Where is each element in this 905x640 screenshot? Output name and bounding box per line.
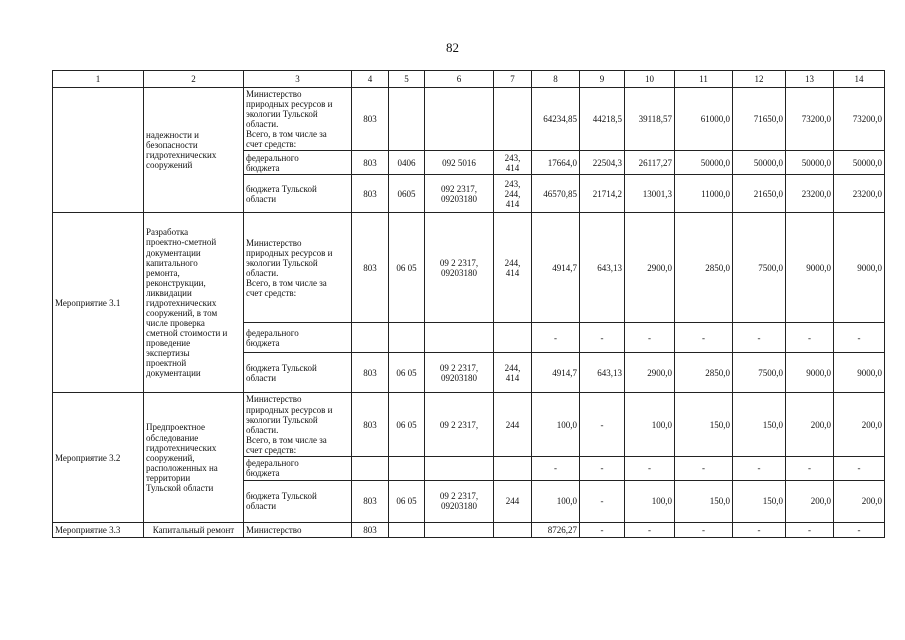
amount-8-cell: 46570,85 (532, 175, 580, 213)
funding-source-cell-line: Министерство (246, 237, 302, 248)
column-header-4: 4 (352, 71, 389, 88)
amount-13-cell: 9000,0 (786, 353, 834, 393)
amount-13-cell: 73200,0 (786, 88, 834, 151)
amount-8-cell: 17664,0 (532, 151, 580, 175)
col-7-cell-line: 414 (505, 162, 520, 173)
funding-source-cell-line: области. (246, 424, 279, 435)
amount-10-cell: 26117,27 (625, 151, 675, 175)
event-description-line: документации (146, 247, 201, 258)
amount-10-cell: - (625, 456, 675, 480)
funding-source-cell (244, 213, 352, 323)
funding-source-cell (244, 456, 352, 480)
amount-14-cell: - (834, 522, 885, 537)
col-7-cell-line: 244, (504, 362, 521, 373)
event-description-line: сооружений, (146, 452, 195, 463)
amount-9-cell: 22504,3 (580, 151, 625, 175)
event-description-line: капитального (146, 257, 198, 268)
event-cell: Мероприятие 3.1 (53, 213, 144, 393)
event-description (144, 522, 244, 537)
column-header-2: 2 (144, 71, 244, 88)
table-row (53, 213, 885, 323)
funding-source-cell (244, 522, 352, 537)
funding-source-cell-line: бюджета Тульской (246, 491, 317, 502)
amount-14-cell: 23200,0 (834, 175, 885, 213)
event-description-line: территории (146, 472, 191, 483)
funding-source-cell-line: области (246, 501, 277, 512)
amount-10-cell: 39118,57 (625, 88, 675, 151)
amount-9-cell: - (580, 522, 625, 537)
funding-source-cell-line: природных ресурсов и (246, 99, 333, 110)
col-6-cell (425, 480, 494, 522)
amount-8-cell: 100,0 (532, 480, 580, 522)
col-7-cell-line: 243, (504, 152, 521, 163)
funding-source-cell-line: области (246, 193, 277, 204)
amount-13-cell: - (786, 522, 834, 537)
amount-9-cell: 643,13 (580, 353, 625, 393)
funding-source-cell-line: природных ресурсов и (246, 404, 333, 415)
col-6-cell (425, 151, 494, 175)
event-description-line: сметной стоимости и (146, 328, 228, 339)
amount-12-cell: 150,0 (733, 480, 786, 522)
col-5-cell: 0605 (389, 175, 425, 213)
event-description-line: Предпроектное (146, 422, 205, 433)
funding-source-cell-line: Министерство (246, 524, 302, 535)
table-row (53, 522, 885, 537)
funding-source-cell (244, 353, 352, 393)
col-6-cell (425, 456, 494, 480)
col-7-cell (494, 323, 532, 353)
col-4-cell: 803 (352, 522, 389, 537)
funding-source-cell-line: области. (246, 267, 279, 278)
col-7-cell-line: 244 (505, 496, 520, 507)
amount-8-cell: 4914,7 (532, 353, 580, 393)
col-7-cell-line: 244, (504, 188, 521, 199)
amount-10-cell: - (625, 522, 675, 537)
event-description (144, 213, 244, 393)
column-header-8: 8 (532, 71, 580, 88)
amount-10-cell: 100,0 (625, 480, 675, 522)
col-5-cell (389, 456, 425, 480)
funding-source-cell-line: бюджета Тульской (246, 362, 317, 373)
col-6-cell-line: 09203180 (441, 267, 477, 278)
funding-source-cell-line: федерального (246, 458, 299, 469)
col-6-cell-line: 09 2 2317, (439, 362, 479, 373)
amount-8-cell: - (532, 323, 580, 353)
col-4-cell: 803 (352, 88, 389, 151)
event-description-line: числе проверка (146, 318, 205, 329)
amount-8-cell: 8726,27 (532, 522, 580, 537)
column-header-11: 11 (675, 71, 733, 88)
event-description-line: экспертизы (146, 348, 190, 359)
event-description-line: надежности и (146, 130, 199, 141)
event-description-line: безопасности (146, 140, 198, 151)
amount-12-cell: 21650,0 (733, 175, 786, 213)
col-4-cell: 803 (352, 480, 389, 522)
amount-8-cell: - (532, 456, 580, 480)
column-header-10: 10 (625, 71, 675, 88)
col-6-cell-line: 09203180 (441, 501, 477, 512)
col-4-cell: 803 (352, 393, 389, 456)
event-description-line: сооружений (146, 160, 193, 171)
page-number: 82 (446, 40, 459, 55)
amount-8-cell: 4914,7 (532, 213, 580, 323)
funding-source-cell-line: Всего, в том числе за (246, 129, 327, 140)
col-6-cell-line: 092 2317, (441, 183, 477, 194)
event-description-line: гидротехнических (146, 150, 217, 161)
amount-13-cell: - (786, 456, 834, 480)
col-7-cell (494, 175, 532, 213)
funding-source-cell-line: счет средств: (246, 444, 297, 455)
event-description-line: документации (146, 368, 201, 379)
col-7-cell-line: 414 (505, 267, 520, 278)
col-6-cell-line: 092 5016 (442, 157, 476, 168)
col-5-cell: 06 05 (389, 353, 425, 393)
funding-source-cell-line: бюджета (246, 162, 280, 173)
col-6-cell-line: 09 2 2317, (439, 491, 479, 502)
amount-14-cell: 50000,0 (834, 151, 885, 175)
col-5-cell: 06 05 (389, 480, 425, 522)
col-5-cell (389, 522, 425, 537)
amount-11-cell: - (675, 522, 733, 537)
event-description (144, 88, 244, 213)
amount-11-cell: - (675, 456, 733, 480)
event-cell: Мероприятие 3.3 (53, 522, 144, 537)
amount-14-cell: 200,0 (834, 393, 885, 456)
col-6-cell (425, 88, 494, 151)
col-6-cell-line: 09203180 (441, 372, 477, 383)
col-7-cell (494, 213, 532, 323)
event-description-line: ликвидации (146, 287, 192, 298)
table-row (53, 393, 885, 456)
event-description-line: сооружений, в том (146, 308, 218, 318)
amount-9-cell: - (580, 456, 625, 480)
col-4-cell (352, 456, 389, 480)
amount-9-cell: 44218,5 (580, 88, 625, 151)
col-5-cell: 06 05 (389, 213, 425, 323)
funding-source-cell-line: бюджета (246, 468, 280, 479)
col-6-cell (425, 323, 494, 353)
amount-14-cell: - (834, 323, 885, 353)
col-6-cell (425, 175, 494, 213)
amount-11-cell: 150,0 (675, 393, 733, 456)
amount-14-cell: 200,0 (834, 480, 885, 522)
header-row (53, 71, 885, 88)
event-description-line: проектно-сметной (146, 237, 217, 248)
col-6-cell-line: 09203180 (441, 193, 477, 204)
amount-14-cell: 9000,0 (834, 353, 885, 393)
col-6-cell (425, 393, 494, 456)
funding-source-cell-line: Министерство (246, 394, 302, 405)
amount-13-cell: 200,0 (786, 393, 834, 456)
amount-13-cell: 200,0 (786, 480, 834, 522)
amount-10-cell: 13001,3 (625, 175, 675, 213)
amount-13-cell: 50000,0 (786, 151, 834, 175)
col-7-cell-line: 414 (505, 199, 520, 209)
col-7-cell (494, 151, 532, 175)
funding-source-cell-line: Всего, в том числе за (246, 278, 327, 289)
amount-11-cell: 2850,0 (675, 353, 733, 393)
amount-12-cell: - (733, 522, 786, 537)
event-description-line: обследование (146, 432, 199, 443)
amount-12-cell: 50000,0 (733, 151, 786, 175)
funding-source-cell (244, 175, 352, 213)
funding-source-cell-line: бюджета Тульской (246, 183, 317, 194)
table-row (53, 88, 885, 151)
col-6-cell (425, 353, 494, 393)
funding-source-cell-line: экологии Тульской (246, 109, 318, 120)
amount-14-cell: 9000,0 (834, 213, 885, 323)
funding-source-cell (244, 151, 352, 175)
col-5-cell (389, 88, 425, 151)
funding-source-cell-line: Всего, в том числе за (246, 434, 327, 445)
event-cell (53, 88, 144, 213)
event-description-line: реконструкции, (146, 277, 206, 288)
funding-source-cell-line: природных ресурсов и (246, 247, 333, 258)
amount-9-cell: 21714,2 (580, 175, 625, 213)
col-7-cell (494, 480, 532, 522)
col-7-cell (494, 456, 532, 480)
col-6-cell (425, 522, 494, 537)
amount-10-cell: 100,0 (625, 393, 675, 456)
column-header-14: 14 (834, 71, 885, 88)
funding-source-cell (244, 480, 352, 522)
funding-source-cell-line: Министерство (246, 89, 302, 99)
column-header-12: 12 (733, 71, 786, 88)
funding-source-cell-line: бюджета (246, 337, 280, 348)
col-6-cell-line: 09 2 2317, (439, 257, 479, 268)
amount-8-cell: 100,0 (532, 393, 580, 456)
col-7-cell (494, 393, 532, 456)
col-4-cell (352, 323, 389, 353)
amount-9-cell: - (580, 480, 625, 522)
budget-table (52, 70, 885, 538)
col-5-cell: 0406 (389, 151, 425, 175)
funding-source-cell (244, 393, 352, 456)
event-description (144, 393, 244, 522)
event-description-line: проектной (146, 358, 187, 369)
amount-13-cell: 23200,0 (786, 175, 834, 213)
funding-source-cell-line: области. (246, 119, 279, 130)
funding-source-cell-line: экологии Тульской (246, 414, 318, 425)
amount-10-cell: - (625, 323, 675, 353)
col-7-cell-line: 244, (504, 257, 521, 268)
event-description-line: расположенных на (146, 462, 218, 473)
funding-source-cell-line: экологии Тульской (246, 257, 318, 268)
funding-source-cell-line: федерального (246, 152, 299, 163)
col-6-cell (425, 213, 494, 323)
col-4-cell: 803 (352, 175, 389, 213)
amount-9-cell: - (580, 323, 625, 353)
amount-14-cell: - (834, 456, 885, 480)
amount-13-cell: - (786, 323, 834, 353)
event-description-line: Разработка (146, 227, 189, 238)
col-7-cell-line: 244 (505, 419, 520, 430)
col-7-cell (494, 522, 532, 537)
amount-12-cell: 7500,0 (733, 353, 786, 393)
amount-11-cell: 50000,0 (675, 151, 733, 175)
amount-13-cell: 9000,0 (786, 213, 834, 323)
column-header-5: 5 (389, 71, 425, 88)
event-description-line: Тульской области (146, 482, 214, 493)
amount-12-cell: - (733, 456, 786, 480)
event-description-line: ремонта, (146, 267, 180, 278)
event-description-line: гидротехнических (146, 442, 217, 453)
col-4-cell: 803 (352, 213, 389, 323)
amount-14-cell: 73200,0 (834, 88, 885, 151)
event-description-line: Капитальный ремонт (152, 524, 235, 535)
amount-12-cell: - (733, 323, 786, 353)
col-7-cell (494, 353, 532, 393)
amount-11-cell: - (675, 323, 733, 353)
col-4-cell: 803 (352, 353, 389, 393)
amount-9-cell: - (580, 393, 625, 456)
amount-12-cell: 150,0 (733, 393, 786, 456)
column-header-6: 6 (425, 71, 494, 88)
column-header-3: 3 (244, 71, 352, 88)
col-5-cell (389, 323, 425, 353)
column-header-1: 1 (53, 71, 144, 88)
funding-source-cell-line: области (246, 372, 277, 383)
funding-source-cell-line: счет средств: (246, 139, 297, 150)
event-description-line: проведение (146, 338, 191, 349)
funding-source-cell (244, 88, 352, 151)
col-7-cell-line: 243, (504, 178, 521, 189)
amount-10-cell: 2900,0 (625, 213, 675, 323)
amount-11-cell: 61000,0 (675, 88, 733, 151)
amount-11-cell: 2850,0 (675, 213, 733, 323)
col-4-cell: 803 (352, 151, 389, 175)
event-description-line: гидротехнических (146, 297, 217, 308)
amount-8-cell: 64234,85 (532, 88, 580, 151)
column-header-9: 9 (580, 71, 625, 88)
column-header-13: 13 (786, 71, 834, 88)
amount-9-cell: 643,13 (580, 213, 625, 323)
amount-12-cell: 7500,0 (733, 213, 786, 323)
event-cell: Мероприятие 3.2 (53, 393, 144, 522)
funding-source-cell-line: счет средств: (246, 288, 297, 299)
amount-10-cell: 2900,0 (625, 353, 675, 393)
amount-12-cell: 71650,0 (733, 88, 786, 151)
col-5-cell: 06 05 (389, 393, 425, 456)
funding-source-cell (244, 323, 352, 353)
col-7-cell-line: 414 (505, 372, 520, 383)
funding-source-cell-line: федерального (246, 327, 299, 338)
amount-11-cell: 150,0 (675, 480, 733, 522)
amount-11-cell: 11000,0 (675, 175, 733, 213)
column-header-7: 7 (494, 71, 532, 88)
col-7-cell (494, 88, 532, 151)
col-6-cell-line: 09 2 2317, (439, 419, 479, 430)
